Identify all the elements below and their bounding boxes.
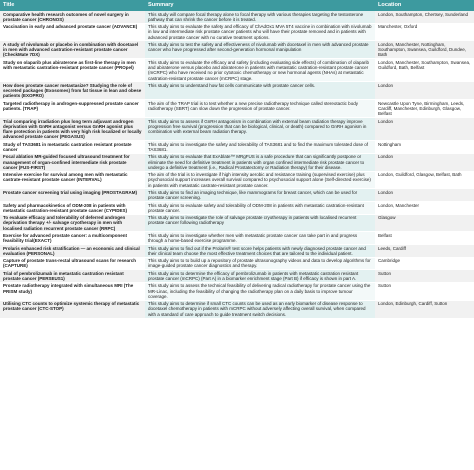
table-row	[0, 257, 474, 270]
table-row	[0, 23, 474, 41]
trial-location: Leeds, Cardiff	[375, 245, 474, 258]
column-header-location: Location	[375, 0, 474, 11]
trial-summary: This study aims to assess if GnRH antagonism in combination with external beam radiation therapy improve progression free survival (progression that can be biological, clinical, or death) compared to GnRH agonism in combination with external beam radiation therapy.	[145, 118, 375, 141]
trial-location: Sutton	[375, 282, 474, 300]
trial-location: Newcastle Upon Tyne, Birmingham, Leeds, Cardiff, Manchester, Edinburgh, Glasgow, Belfast	[375, 100, 474, 118]
table-row	[0, 141, 474, 154]
trial-location: Cambridge	[375, 257, 474, 270]
table-row	[0, 171, 474, 189]
trial-summary: This study aims to to build up a repository of prostate ultrasonography videos and data to develop algorithms for image-guided prostate cancer diagnostics and therapy.	[145, 257, 375, 270]
trial-location: London, Southampton, Chertsey, Sunderland	[375, 11, 474, 23]
trial-title: Exercise for advanced prostate cancer: a multicomponent feasibility trial(EXACT)	[0, 232, 145, 245]
trial-title: Study of TAS3681 in metastatic castration resistant prostate cancer	[0, 141, 145, 154]
trial-title: Prostate radiotherapy integrated with simultaneous MRI (The PRISM study)	[0, 282, 145, 300]
trial-location: London, Manchester	[375, 202, 474, 215]
trial-title: To evaluate efficacy and tolerability of deferred androgen deprivation therapy +/- salvage cryotherapy in men with localised radiation recurrent prostate cancer (RRPC)	[0, 214, 145, 232]
trial-summary: This study aims to determine the efficacy of pembrolizumab in patients with metastatic castration resistant prostate cancer (mCRPC) (Part A) in a biomarker enrichment stage (Part B) if efficacy is shown in part A.	[145, 270, 375, 283]
trial-summary: This study aims to find out if the Prolaris® test score helps patients with newly diagnosed prostate cancer and their clinical team choose the most effective treatment choices that are tailored to the individual patient.	[145, 245, 375, 258]
table-row	[0, 82, 474, 100]
trial-summary: This study aims to evaluate that ExAblate™ MRgFUS is a safe procedure that can significantly postpone or eliminate the need for definitive treatment in patients with organ confined intermediate risk prostate cancer to undergo a definitive treatment (i.e., Radical Prostatectomy or Radiation therapy) for their disease.	[145, 153, 375, 171]
trial-summary: The aim of the trial is to investigate if high intensity aerobic and resistance training (supervised exercise) plus psychosocial support increases overall survival compared to psychosocial support alone (Self-directed exercise) in patients with metastatic castrate-resistant prostate cancer.	[145, 171, 375, 189]
trial-location: London, Manchester, Nottingham, Southampton, Swansea, Guildford, Dundee, Bath	[375, 41, 474, 59]
table-row	[0, 11, 474, 23]
trial-summary: This study aims to evaluate the safety and efficacy of ChAdOx1 MVA 5T4 vaccine in combination with nivolumab in low and intermediate risk prostate cancer patients who will have their prostate removed and in patients with advanced prostate cancer with no curative treatment options.	[145, 23, 375, 41]
table-row	[0, 189, 474, 202]
trial-location: Manchester, Oxford	[375, 23, 474, 41]
table-row	[0, 282, 474, 300]
trial-summary: This study aims to evaluate the efficacy and safety (including evaluating side effects) of combination of olaparib and abiraterone versus placebo and abiraterone in patients with metastatic castration-resistant prostate cancer (mCRPC) who have received no prior cytotoxic chemotherapy or new hormonal agents (NHAs) at metastatic castration-resistant prostate cancer (mCRPC) stage.	[145, 59, 375, 82]
table-row	[0, 153, 474, 171]
trial-summary: This study will compare focal therapy alone to focal therapy with various therapies targeting the testosterone pathway that can shrink the cancer before it is treated.	[145, 11, 375, 23]
trial-summary: This study aims to find an imaging technique, like mammograms for breast cancer, which can be used for prostate cancer screening.	[145, 189, 375, 202]
trial-location: London, Manchester, Southampton, Swansea, Guildford, Bath, Belfast	[375, 59, 474, 82]
column-header-title: Title	[0, 0, 145, 11]
trial-title: Vaccination in early and advanced prostate cancer (ADVANCE)	[0, 23, 145, 41]
trial-location: London	[375, 153, 474, 171]
table-row	[0, 232, 474, 245]
table-row	[0, 214, 474, 232]
trial-summary: This study aims to investigate the role of salvage prostate cryotherapy in patients with localised recurrent prostate cancer following radiotherapy	[145, 214, 375, 232]
table-row	[0, 41, 474, 59]
trial-title: Study on olaparib plus abiraterone as first-line therapy in men with metastatic castration-resistant prostate cancer (PROpel)	[0, 59, 145, 82]
table-row	[0, 202, 474, 215]
trial-title: Focal ablation MR-guided focused ultrasound treatment for management of organ-confined intermediate risk prostate cancer (FUS-FIRST)	[0, 153, 145, 171]
trial-summary: This study aims to understand how fat cells communicate with prostate cancer cells.	[145, 82, 375, 100]
trial-location: Sutton	[375, 270, 474, 283]
trial-location: Glasgow	[375, 214, 474, 232]
trial-location: London	[375, 118, 474, 141]
trial-title: How does prostate cancer metastasize? Studying the role of secreted packages (Exosomes) from fat tissue in lean and obese patients (EXOPRO)	[0, 82, 145, 100]
trial-summary: This study aims to determine if small CTC counts can be used as an early biomarker of disease response to docetaxel chemotherapy in patients with mCRPC without adversely affecting overall survival, when compared with a standard of care approach to guide treatment switch decisions.	[145, 300, 375, 318]
trial-summary: This study aims to investigate the safety and tolerability of TAS3681 and to find the maximum tolerated dose of TAS3681.	[145, 141, 375, 154]
trial-location: London	[375, 189, 474, 202]
trial-summary: This study aims to evaluate safety and tolerability of ODM-208 in patients with metastatic castration-resistant prostate cancer.	[145, 202, 375, 215]
trial-location: London, Edinburgh, Cardiff, Sutton	[375, 300, 474, 318]
trial-location: London, Guildford, Glasgow, Belfast, Bath	[375, 171, 474, 189]
trial-title: Utilising CTC counts to optimize systemic therapy of metastatic prostate cancer (CTC-STOP)	[0, 300, 145, 318]
trial-summary: This study aims to assess the technical feasibility of delivering radical radiotherapy for prostate cancer using the MR-Linac, including the feasibility of changing the radiotherapy plan on a daily basis to improve tumour coverage.	[145, 282, 375, 300]
trial-title: Trial of pembrolizumab in metastatic castration resistant prostate cancer (PERSEUS1)	[0, 270, 145, 283]
trial-location: Belfast	[375, 232, 474, 245]
trial-summary: The aim of the TRAP trial is to test whether a new precise radiotherapy technique called stereotactic body radiotherapy (SBRT) can slow down the progression of prostate cancer.	[145, 100, 375, 118]
trial-summary: This study aims to investigate whether men with metastatic prostate cancer can take part in and progress through a home-based exercise programme.	[145, 232, 375, 245]
trial-title: Targeted radiotherapy in androgen-suppressed prostate cancer patients. (TRAP)	[0, 100, 145, 118]
table-header-row	[0, 0, 474, 11]
trial-title: A study of nivolumab or placebo in combination with docetaxel in men with advanced castration-resistant prostate cancer (CheckMate 7DX)	[0, 41, 145, 59]
table-row	[0, 118, 474, 141]
trial-location: London	[375, 82, 474, 100]
table-row	[0, 245, 474, 258]
table-row	[0, 59, 474, 82]
table-row	[0, 100, 474, 118]
column-header-summary: Summary	[145, 0, 375, 11]
trial-title: Capture of prostate trans-rectal ultrasound scans for research (CAPTURE)	[0, 257, 145, 270]
trial-title: Prostate cancer screening trial using imaging (PROSTAGRAM)	[0, 189, 145, 202]
trial-summary: This study aims to test the safety and effectiveness of nivolumab with docetaxel in men with advanced prostate cancer who have progressed after second-generation hormonal manipulation	[145, 41, 375, 59]
table-row	[0, 270, 474, 283]
trial-title: Prolaris enhanced risk stratification — an economic and clinical evaluation (PERSONAL)	[0, 245, 145, 258]
table-row	[0, 300, 474, 318]
trial-title: Trial comparing irradiation plus long term adjuvant androgen deprivation with GnRH antagonist versus GnRH agonist plus flare protection in patients with very high risk localized or locally advanced prostate cancer (PEGASUS)	[0, 118, 145, 141]
trial-title: Comparative health research outcomes of novel surgery in prostate cancer (CHRONOS)	[0, 11, 145, 23]
trial-title: Safety and pharmacokinetics of ODM-208 in patients with metastatic castration-resistant prostate cancer (CYPIDES)	[0, 202, 145, 215]
trial-title: Intensive exercise for survival among men with metastatic castrate-resistant prostate cancer (INTERVAL)	[0, 171, 145, 189]
trial-location: Nottingham	[375, 141, 474, 154]
